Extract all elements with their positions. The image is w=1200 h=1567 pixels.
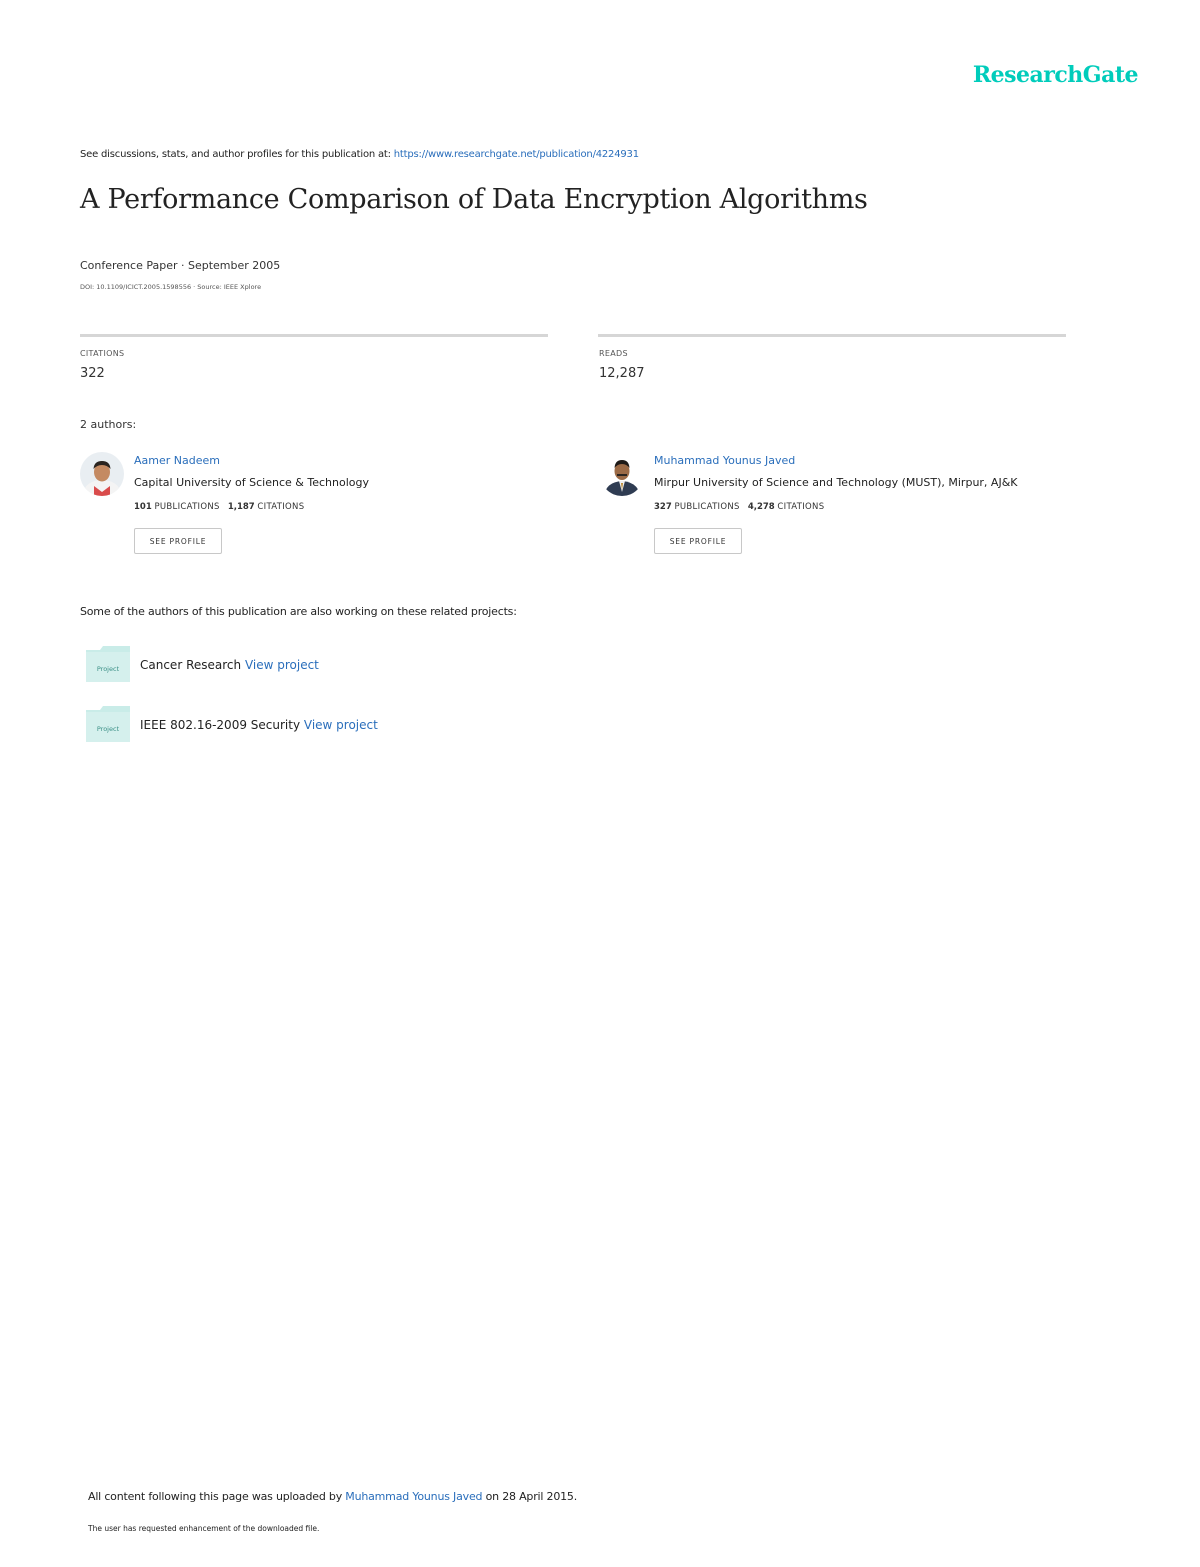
folder-label: Project bbox=[96, 725, 120, 733]
avatar[interactable] bbox=[80, 452, 124, 496]
author-citations-count: 1,187 bbox=[227, 502, 255, 512]
citations-divider bbox=[80, 334, 548, 337]
see-profile-button[interactable]: SEE PROFILE bbox=[654, 528, 742, 554]
page-title: A Performance Comparison of Data Encryption Algorithms bbox=[80, 184, 868, 215]
enhancement-note: The user has requested enhancement of the downloaded file. bbox=[88, 1524, 320, 1533]
researchgate-logo[interactable]: ResearchGate bbox=[972, 62, 1138, 88]
related-projects-heading: Some of the authors of this publication are also working on these related projects: bbox=[80, 605, 517, 618]
reads-label: READS bbox=[599, 349, 628, 358]
citations-label: CITATIONS bbox=[80, 349, 125, 358]
reads-value: 12,287 bbox=[599, 366, 645, 381]
author-citations-label: CITATIONS bbox=[257, 502, 305, 512]
citations-value: 322 bbox=[80, 366, 105, 381]
doi-line: DOI: 10.1109/ICICT.2005.1598556 · Source: IEEE Xplore bbox=[80, 283, 262, 291]
project-name: Cancer Research bbox=[140, 658, 242, 672]
author-stats bbox=[654, 502, 824, 512]
publication-type: Conference Paper · September 2005 bbox=[80, 259, 281, 272]
author-institution: Mirpur University of Science and Technology (MUST), Mirpur, AJ&K bbox=[654, 476, 1018, 489]
publications-count: 101 bbox=[134, 502, 152, 512]
authors-count: 2 authors: bbox=[80, 418, 137, 431]
author-name-link[interactable]: Aamer Nadeem bbox=[134, 454, 220, 467]
author-stats bbox=[134, 502, 304, 512]
project-text bbox=[140, 658, 319, 672]
project-folder-icon bbox=[86, 706, 130, 742]
see-text: See discussions, stats, and author profiles for this publication at: bbox=[80, 149, 391, 160]
publication-url-link[interactable]: https://www.researchgate.net/publication/4224931 bbox=[393, 149, 639, 160]
project-folder-icon bbox=[86, 646, 130, 682]
project-text bbox=[140, 718, 378, 732]
avatar[interactable] bbox=[600, 452, 644, 496]
folder-label: Project bbox=[96, 665, 120, 673]
view-project-link[interactable]: View project bbox=[244, 658, 319, 672]
project-name: IEEE 802.16-2009 Security bbox=[140, 718, 301, 732]
author-institution: Capital University of Science & Technology bbox=[134, 476, 369, 489]
publications-label: PUBLICATIONS bbox=[674, 502, 740, 512]
author-name-link[interactable]: Muhammad Younus Javed bbox=[654, 454, 796, 467]
author-citations-count: 4,278 bbox=[747, 502, 775, 512]
upload-prefix: All content following this page was uploaded by bbox=[88, 1490, 342, 1503]
upload-suffix: on 28 April 2015. bbox=[485, 1490, 578, 1503]
upload-info bbox=[88, 1490, 577, 1503]
view-project-link[interactable]: View project bbox=[303, 718, 378, 732]
discussion-link-line bbox=[80, 149, 639, 160]
reads-divider bbox=[598, 334, 1066, 337]
uploader-link[interactable]: Muhammad Younus Javed bbox=[345, 1490, 483, 1503]
publications-count: 327 bbox=[654, 502, 672, 512]
publications-label: PUBLICATIONS bbox=[154, 502, 220, 512]
author-citations-label: CITATIONS bbox=[777, 502, 825, 512]
see-profile-button[interactable]: SEE PROFILE bbox=[134, 528, 222, 554]
